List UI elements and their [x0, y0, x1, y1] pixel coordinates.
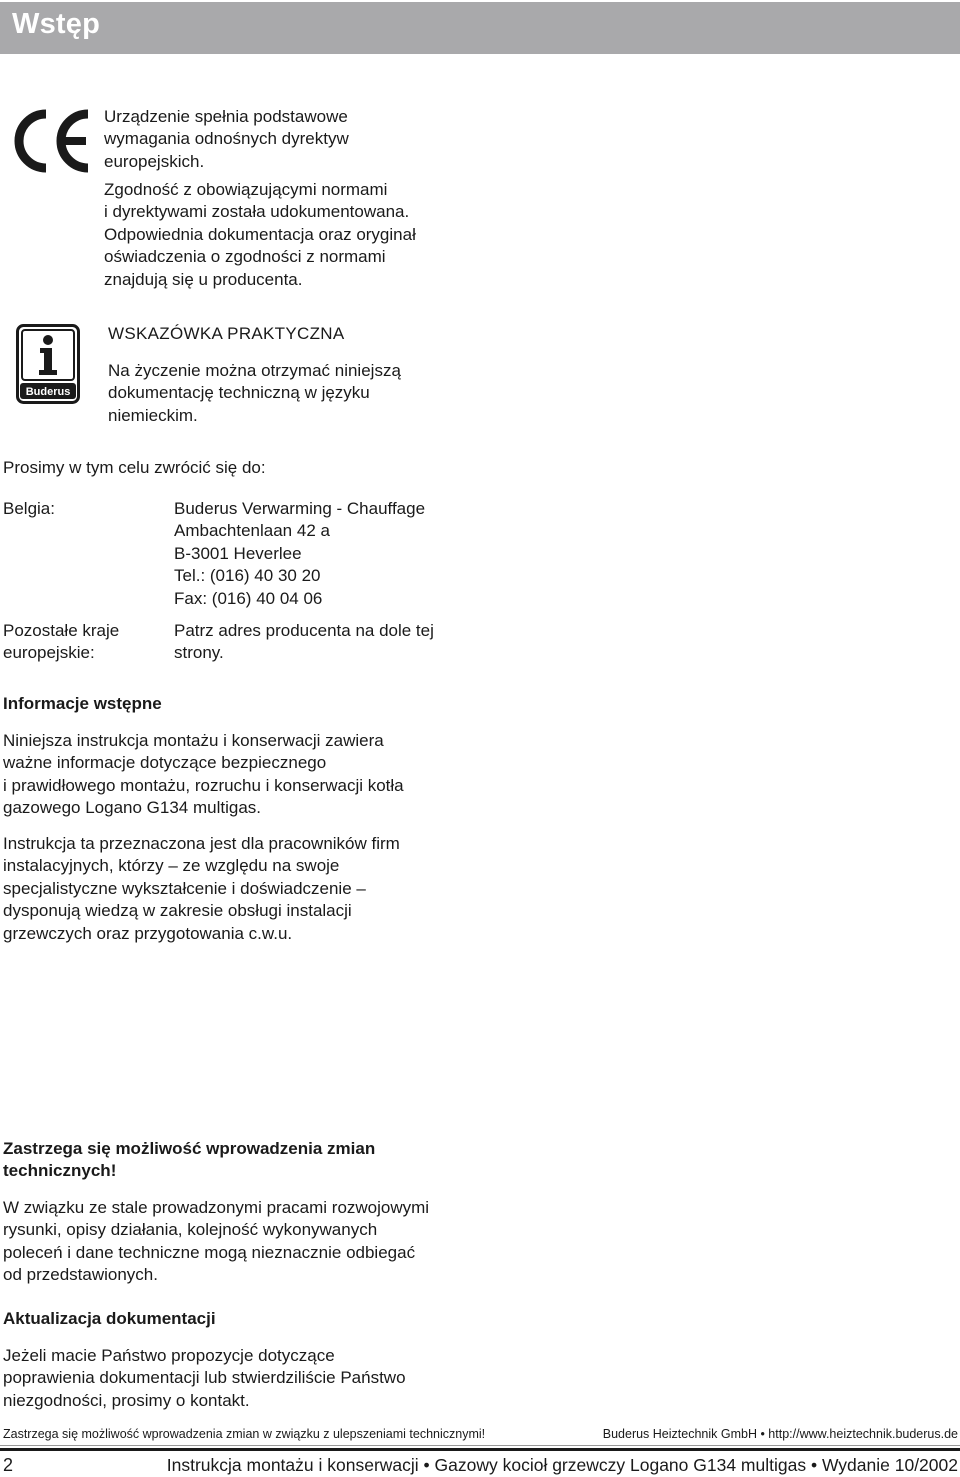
text-line: wymagania odnośnych dyrektyw [104, 129, 349, 149]
belgium-label: Belgia: [3, 499, 55, 518]
other-countries-text [174, 620, 434, 665]
header-bar [0, 2, 960, 54]
text-line: gazowego Logano G134 multigas. [3, 798, 262, 818]
info-icon [16, 324, 80, 404]
text-line: grzewczych oraz przygotowania c.w.u. [3, 923, 293, 943]
text-line: Buderus Verwarming - Chauffage [174, 499, 426, 518]
text-line: B-3001 Heverlee [174, 543, 302, 563]
changes-heading [3, 1138, 375, 1183]
footer-company: Buderus Heiztechnik GmbH • http://www.heiztechnik.buderus.de [602, 1427, 958, 1441]
text-line: Fax: (016) 40 04 06 [174, 588, 323, 608]
text-line: i dyrektywami została udokumentowana. [104, 202, 410, 222]
changes-text [3, 1197, 429, 1287]
text-line: Jeżeli macie Państwo propozycje dotyczące [3, 1346, 335, 1365]
text-line: Patrz adres producenta na dole tej [174, 621, 434, 640]
intro-heading: Informacje wstępne [3, 694, 162, 713]
text-line: europejskich. [104, 151, 205, 171]
ce-paragraph-2 [104, 179, 416, 291]
text-line: Zastrzega się możliwość wprowadzenia zmian [3, 1139, 376, 1158]
text-line: Na życzenie można otrzymać niniejszą [108, 361, 401, 380]
buderus-brand-label: Buderus [25, 386, 71, 398]
text-line: dysponują wiedzą w zakresie obsługi instalacji [3, 901, 352, 921]
text-line: instalacyjnych, którzy – ze względu na swoje [3, 856, 340, 876]
text-line: rysunki, opisy działania, kolejność wykonywanych [3, 1220, 378, 1240]
page-number: 2 [3, 1455, 14, 1475]
text-line: Instrukcja ta przeznaczona jest dla pracowników firm [3, 834, 400, 853]
text-line: znajdują się u producenta. [104, 269, 303, 289]
updates-heading: Aktualizacja dokumentacji [3, 1309, 216, 1328]
ce-paragraph-1 [104, 106, 349, 173]
footer-note: Zastrzega się możliwość wprowadzenia zmian w związku z ulepszeniami technicznymi! [3, 1427, 486, 1441]
text-line: ważne informacje dotyczące bezpiecznego [3, 753, 327, 773]
intro-paragraph-1 [3, 730, 404, 820]
footer-divider [0, 1445, 960, 1446]
text-line: i prawidłowego montażu, rozruchu i konserwacji kotła [3, 775, 404, 795]
updates-text [3, 1345, 406, 1412]
text-line: W związku ze stale prowadzonymi pracami rozwojowymi [3, 1198, 430, 1217]
text-line: Odpowiednia dokumentacja oraz oryginał [104, 224, 416, 244]
ce-mark-icon [10, 108, 94, 174]
text-line: europejskie: [3, 643, 95, 663]
page-title: Wstęp [12, 8, 100, 40]
text-line: Zgodność z obowiązującymi normami [104, 180, 388, 199]
footer-doc-title: Instrukcja montażu i konserwacji • Gazowy kocioł grzewczy Logano G134 multigas • Wydanie 10/2002 [166, 1455, 958, 1475]
text-line: oświadczenia o zgodności z normami [104, 247, 386, 267]
intro-paragraph-2 [3, 833, 400, 945]
contact-intro: Prosimy w tym celu zwrócić się do: [3, 458, 266, 477]
text-line: Ambachtenlaan 42 a [174, 521, 330, 541]
text-line: strony. [174, 643, 224, 663]
other-countries-label [3, 620, 119, 665]
text-line: Niniejsza instrukcja montażu i konserwacji zawiera [3, 731, 384, 750]
text-line: Tel.: (016) 40 30 20 [174, 566, 321, 586]
footer-divider-thick [0, 1448, 960, 1451]
tip-heading: WSKAZÓWKA PRAKTYCZNA [108, 324, 345, 343]
text-line: niemieckim. [108, 405, 198, 425]
text-line: Pozostałe kraje [3, 621, 120, 640]
text-line: specjalistyczne wykształcenie i doświadczenie – [3, 878, 366, 898]
text-line: technicznych! [3, 1161, 117, 1181]
text-line: niezgodności, prosimy o kontakt. [3, 1390, 250, 1410]
tip-text [108, 360, 401, 427]
text-line: poprawienia dokumentacji lub stwierdziliście Państwo [3, 1368, 406, 1388]
text-line: Urządzenie spełnia podstawowe [104, 107, 348, 126]
text-line: poleceń i dane techniczne mogą nieznacznie odbiegać [3, 1242, 416, 1262]
text-line: dokumentację techniczną w języku [108, 383, 370, 403]
belgium-address [174, 498, 425, 610]
text-line: od przedstawionych. [3, 1265, 158, 1285]
